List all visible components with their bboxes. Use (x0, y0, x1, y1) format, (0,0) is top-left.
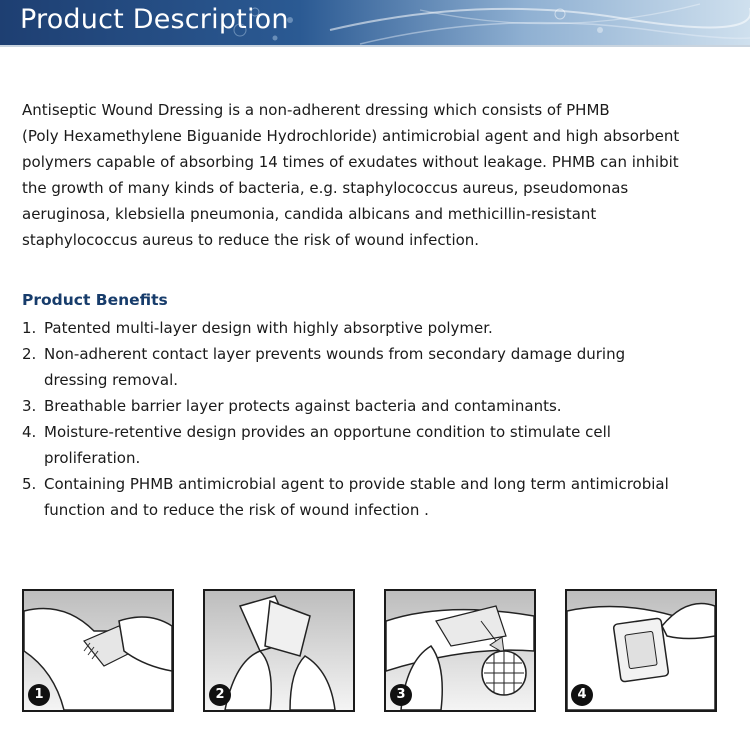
benefit-number: 1. (22, 319, 37, 337)
benefit-item (22, 471, 737, 523)
description-line: polymers capable of absorbing 14 times of exudates without leakage. PHMB can inhibit (22, 153, 679, 171)
benefit-text: Moisture-retentive design provides an opportune condition to stimulate cell (44, 423, 611, 441)
step-number: 4 (571, 684, 593, 706)
benefit-text: Breathable barrier layer protects against bacteria and contaminants. (44, 397, 562, 415)
benefits-heading: Product Benefits (22, 291, 168, 309)
description-line: the growth of many kinds of bacteria, e.g. staphylococcus aureus, pseudomonas (22, 179, 629, 197)
description-line: aeruginosa, klebsiella pneumonia, candida albicans and methicillin-resistant (22, 205, 597, 223)
description-line: Antiseptic Wound Dressing is a non-adherent dressing which consists of PHMB (22, 101, 610, 119)
benefit-number: 4. (22, 423, 37, 441)
product-description (22, 97, 737, 253)
benefit-text: dressing removal. (44, 371, 179, 389)
benefit-item (22, 393, 737, 419)
page-title: Product Description (20, 4, 289, 35)
step-4-illustration (565, 589, 717, 712)
benefit-number: 5. (22, 475, 37, 493)
benefit-text: Containing PHMB antimicrobial agent to provide stable and long term antimicrobial (44, 475, 669, 493)
step-number: 3 (390, 684, 412, 706)
benefits-list (22, 315, 737, 523)
benefit-text: proliferation. (44, 449, 141, 467)
benefit-item (22, 341, 737, 393)
step-number: 2 (209, 684, 231, 706)
step-3-illustration (384, 589, 536, 712)
benefit-text: Non-adherent contact layer prevents wounds from secondary damage during (44, 345, 626, 363)
benefit-item (22, 419, 737, 471)
benefit-number: 3. (22, 397, 37, 415)
header-banner (0, 0, 750, 45)
benefit-text: function and to reduce the risk of wound infection . (44, 501, 429, 519)
description-line: staphylococcus aureus to reduce the risk of wound infection. (22, 231, 480, 249)
step-number: 1 (28, 684, 50, 706)
description-line: (Poly Hexamethylene Biguanide Hydrochloride) antimicrobial agent and high absorbent (22, 127, 680, 145)
banner-divider (0, 45, 750, 47)
step-2-illustration (203, 589, 355, 712)
benefit-text: Patented multi-layer design with highly absorptive polymer. (44, 319, 493, 337)
step-1-illustration (22, 589, 174, 712)
benefit-item (22, 315, 737, 341)
benefit-number: 2. (22, 345, 37, 363)
